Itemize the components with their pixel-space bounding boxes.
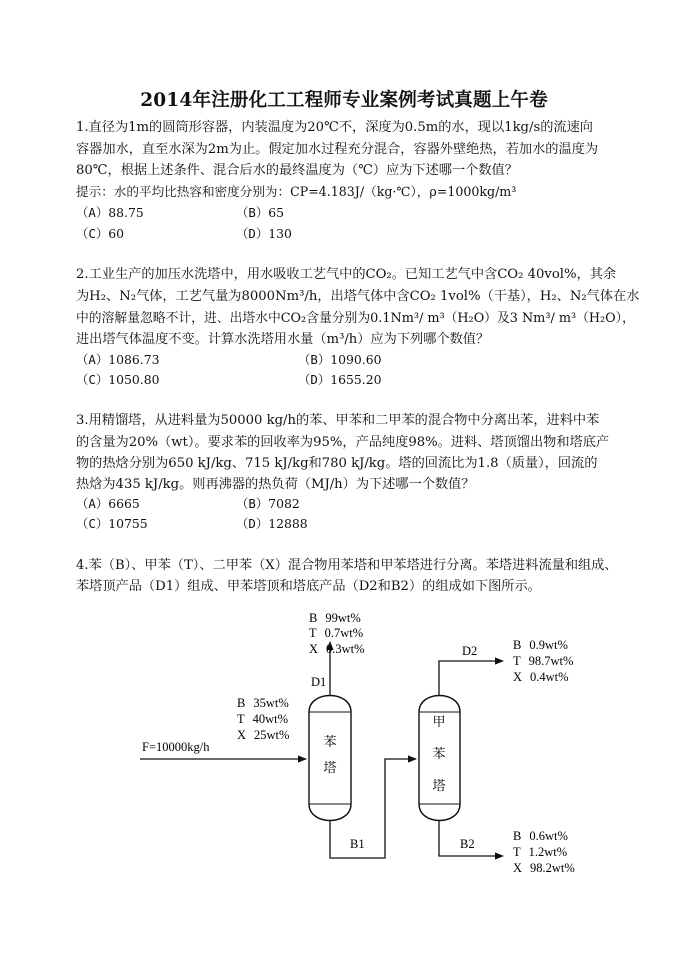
q3-option-b: （B）7082	[236, 496, 300, 511]
q2-option-a: （A）1086.73	[76, 352, 160, 367]
d2-comp-b: B 0.9wt%	[513, 638, 568, 652]
d2-comp-x: X 0.4wt%	[513, 670, 569, 684]
q3-option-c: （C）10755	[76, 516, 148, 531]
d2-stream-line	[439, 661, 503, 696]
feed-comp-b: B 35wt%	[237, 696, 289, 710]
b2-comp-t: T 1.2wt%	[513, 845, 568, 859]
d2-label: D2	[462, 644, 478, 658]
q4-line: 苯塔顶产品（D1）组成、甲苯塔顶和塔底产品（D2和B2）的组成如下图所示。	[76, 579, 541, 594]
q1-option-d: （D）130	[236, 226, 292, 241]
q2-option-d: （D）1655.20	[298, 372, 382, 387]
b2-comp-x: X 98.2wt%	[513, 861, 575, 875]
q1-line: 容器加水，直至水深为2m为止。假定加水过程充分混合，容器外壁绝热，若加水的温度为	[76, 142, 599, 157]
page-title: 2014年注册化工工程师专业案例考试真题上午卷	[140, 90, 548, 111]
benzene-column-label: 苯塔	[323, 734, 337, 775]
q2-line: 中的溶解量忽略不计，进、出塔水中CO₂含量分别为0.1Nm³/ m³（H₂O）及3 Nm³/ m³（H₂O），	[76, 311, 635, 326]
feed-label: F=10000kg/h	[142, 740, 210, 754]
b2-label: B2	[460, 837, 475, 851]
d1-label: D1	[311, 675, 327, 689]
q1-option-a: （A）88.75	[76, 205, 144, 220]
q2-line: 进出塔气体温度不变。计算水洗塔用水量（m³/h）应为下列哪个数值？	[76, 332, 490, 347]
b1-stream-line	[330, 759, 416, 858]
d2-comp-t: T 98.7wt%	[513, 654, 574, 668]
d1-comp-t: T 0.7wt%	[309, 626, 364, 640]
benzene-column	[309, 696, 351, 821]
q2-option-c: （C）1050.80	[76, 372, 160, 387]
q3-option-d: （D）12888	[236, 516, 308, 531]
q2-line: 2.工业生产的加压水洗塔中，用水吸收工艺气中的CO₂。已知工艺气中含CO₂ 40vol%，其余	[76, 267, 617, 282]
q3-line: 热焓为435 kJ/kg。则再沸器的热负荷（MJ/h）为下述哪一个数值？	[76, 477, 475, 492]
q1-line: 1.直径为1m的圆筒形容器，内装温度为20℃不，深度为0.5m的水，现以1kg/s的流速向	[76, 120, 593, 135]
q3-option-a: （A）6665	[76, 496, 140, 511]
feed-comp-t: T 40wt%	[237, 712, 289, 726]
q1-option-b: （B）65	[236, 205, 285, 220]
b2-comp-b: B 0.6wt%	[513, 829, 568, 843]
q1-line: 80℃，根据上述条件、混合后水的最终温度为（℃）应为下述哪一个数值？	[76, 163, 518, 178]
q3-line: 物的热焓分别为650 kJ/kg、715 kJ/kg和780 kJ/kg。塔的回流比为1.8（质量），回流的	[76, 456, 598, 471]
q2-option-b: （B）1090.60	[298, 352, 382, 367]
d1-comp-b: B 99wt%	[309, 611, 361, 625]
q1-hint: 提示：水的平均比热容和密度分别为：CP=4.183J/（kg·℃），ρ=1000kg/m³	[76, 184, 517, 199]
d1-comp-x: X 0.3wt%	[309, 642, 365, 656]
feed-comp-x: X 25wt%	[237, 728, 290, 742]
q1-option-c: （C）60	[76, 226, 125, 241]
toluene-column-label: 甲苯塔	[432, 714, 446, 793]
q4-line: 4.苯（B）、甲苯（T）、二甲苯（X）混合物用苯塔和甲苯塔进行分离。苯塔进料流量和组成、	[76, 558, 618, 573]
q2-line: 为H₂、N₂气体，工艺气量为8000Nm³/h，出塔气体中含CO₂ 1vol%（干基），H₂、N₂气体在水	[76, 289, 640, 304]
b1-label: B1	[350, 837, 365, 851]
q3-line: 的含量为20%（wt）。要求苯的回收率为95%，产品纯度98%。进料、塔顶馏出物和塔底产	[76, 435, 610, 450]
q3-line: 3.用精馏塔，从进料量为50000 kg/h的苯、甲苯和二甲苯的混合物中分离出苯，进料中苯	[76, 413, 600, 428]
